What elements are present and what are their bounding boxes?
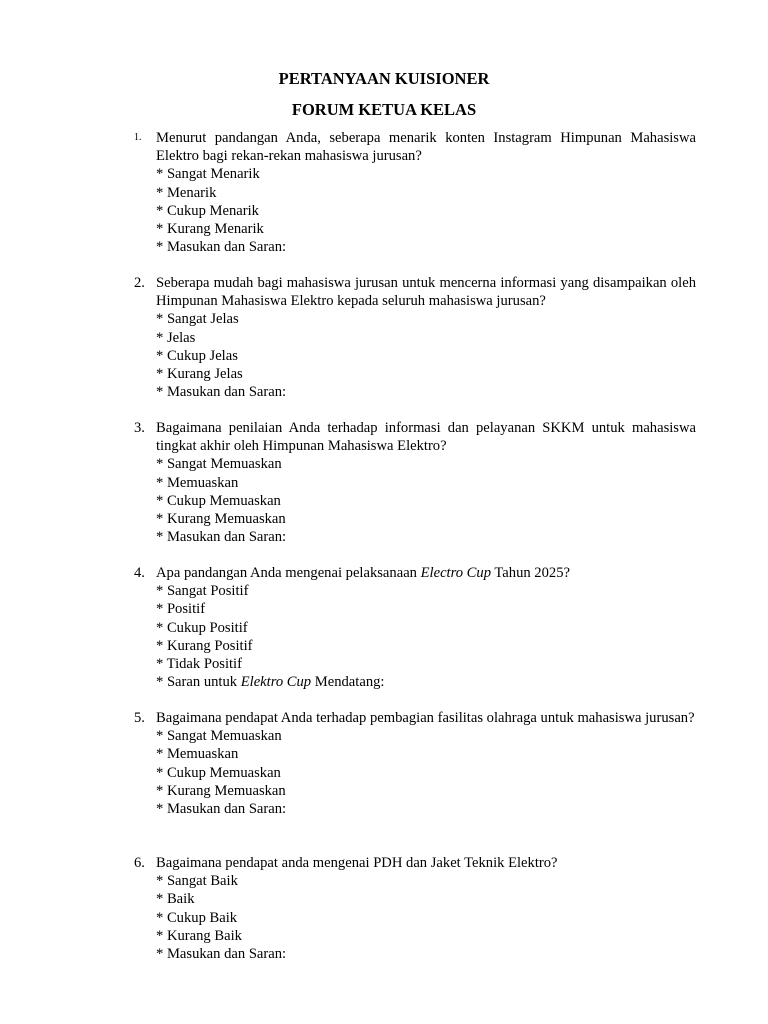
question-text: Bagaimana pendapat Anda terhadap pembagian fasilitas olahraga untuk mahasiswa jurusan?	[156, 710, 695, 726]
option-item: * Cukup Memuaskan	[156, 492, 281, 509]
option-item: * Sangat Positif	[156, 583, 249, 600]
document-title: PERTANYAAN KUISIONER	[278, 69, 490, 88]
question-number: 1.	[134, 132, 142, 143]
question-number: 2.	[134, 275, 145, 291]
option-item: * Sangat Menarik	[156, 166, 260, 183]
option-list	[156, 872, 696, 963]
option-text-part: * Saran untuk	[156, 674, 241, 691]
option-item: * Masukan dan Saran:	[156, 239, 287, 256]
option-list	[156, 455, 696, 546]
option-item: * Masukan dan Saran:	[156, 946, 287, 963]
option-item: * Kurang Memuaskan	[156, 511, 286, 528]
option-item: * Memuaskan	[156, 474, 239, 491]
question-text	[156, 564, 696, 582]
question-text: Bagaimana pendapat anda mengenai PDH dan Jaket Teknik Elektro?	[156, 855, 558, 871]
option-item: * Jelas	[156, 329, 196, 346]
question-text: Menurut pandangan Anda, seberapa menarik konten Instagram Himpunan Mahasiswa Elektro bagi rekan-rekan mahasiswa jurusan?	[156, 130, 696, 165]
question-number: 3.	[134, 420, 145, 436]
option-item: * Baik	[156, 891, 195, 908]
option-item: * Sangat Baik	[156, 873, 238, 890]
option-item: * Sangat Memuaskan	[156, 456, 282, 473]
option-list	[156, 310, 696, 401]
option-text-part: Mendatang:	[311, 674, 385, 691]
option-item: * Sangat Jelas	[156, 311, 239, 328]
option-item: * Kurang Memuaskan	[156, 782, 286, 799]
option-item: * Memuaskan	[156, 746, 239, 763]
option-item: * Cukup Baik	[156, 909, 238, 926]
option-item: * Positif	[156, 601, 206, 618]
option-item: * Menarik	[156, 184, 217, 201]
option-item: * Tidak Positif	[156, 656, 242, 673]
option-item: * Kurang Baik	[156, 927, 242, 944]
event-name-italic: Electro Cup	[420, 565, 492, 581]
question-number: 4.	[134, 565, 145, 581]
question-number: 5.	[134, 710, 145, 726]
document-subtitle: FORUM KETUA KELAS	[291, 100, 477, 119]
option-list	[156, 165, 696, 256]
option-item: * Kurang Positif	[156, 637, 253, 654]
question-text: Bagaimana penilaian Anda terhadap informasi dan pelayanan SKKM untuk mahasiswa tingkat akhir oleh Himpunan Mahasiswa Elektro?	[156, 420, 696, 455]
option-list	[156, 727, 696, 818]
question-text: Seberapa mudah bagi mahasiswa jurusan untuk mencerna informasi yang disampaikan oleh Himpunan Mahasiswa Elektro kepada seluruh mahasiswa jurusan?	[156, 275, 696, 310]
question-number: 6.	[134, 855, 145, 871]
event-name-italic: Elektro Cup	[240, 674, 312, 691]
option-item: * Kurang Menarik	[156, 221, 264, 238]
option-item: * Cukup Menarik	[156, 202, 259, 219]
option-item: * Masukan dan Saran:	[156, 529, 287, 546]
option-item-suggestion	[156, 673, 696, 691]
option-item: * Cukup Memuaskan	[156, 764, 281, 781]
option-item: * Masukan dan Saran:	[156, 801, 287, 818]
option-item: * Cukup Positif	[156, 619, 248, 636]
option-list	[156, 582, 696, 691]
option-item: * Sangat Memuaskan	[156, 728, 282, 745]
question-text-part: Apa pandangan Anda mengenai pelaksanaan	[156, 565, 421, 581]
question-text-part: Tahun 2025?	[491, 565, 570, 581]
option-item: * Masukan dan Saran:	[156, 384, 287, 401]
option-item: * Kurang Jelas	[156, 366, 243, 383]
option-item: * Cukup Jelas	[156, 347, 238, 364]
